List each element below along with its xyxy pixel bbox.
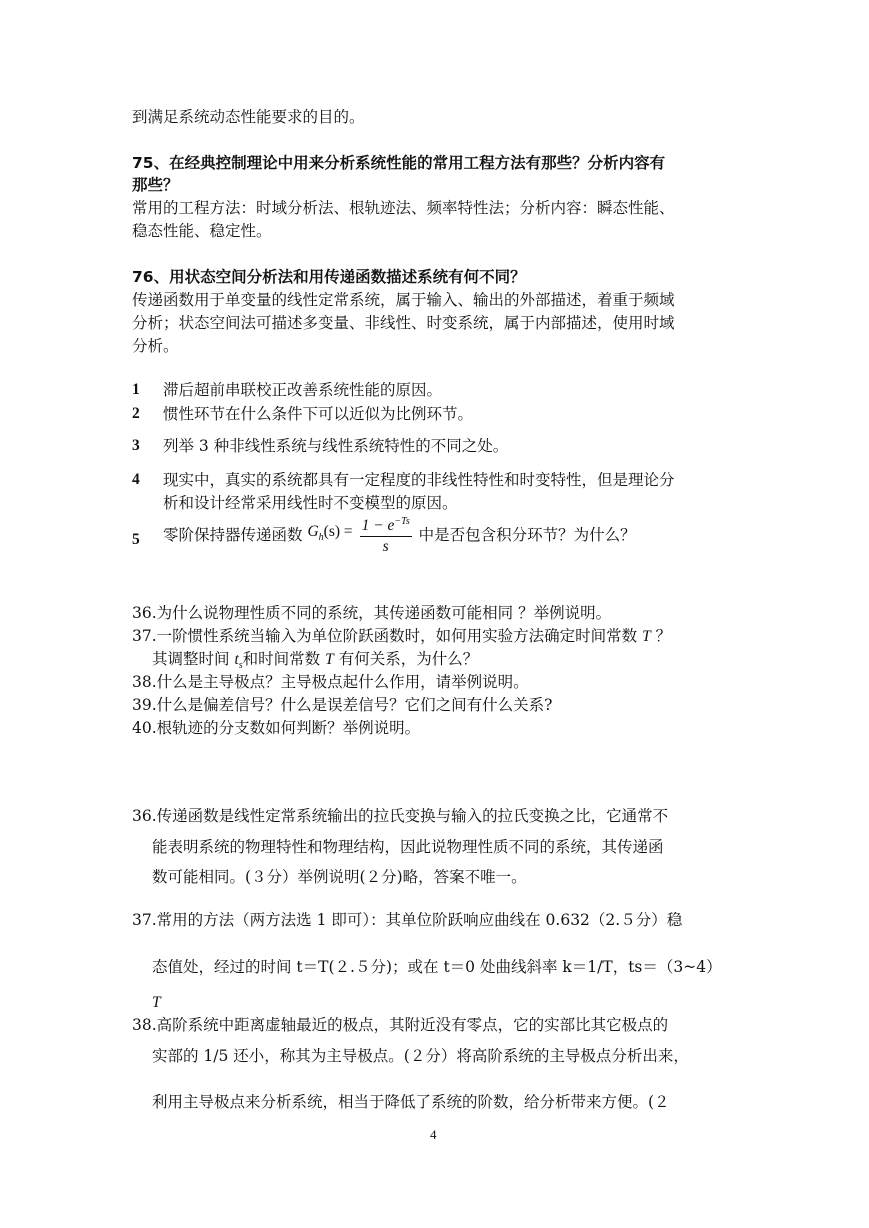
- item-number-4: 4: [132, 471, 140, 488]
- answer-36-line-2: 能表明系统的物理特性和物理结构，因此说物理性质不同的系统，其传递函: [152, 838, 664, 856]
- answer-38-line-2: 实部的 1/5 还小，称其为主导极点。(２分）将高阶系统的主导极点分析出来，: [152, 1047, 689, 1065]
- intro-line: 到满足系统动态性能要求的目的。: [132, 108, 365, 126]
- item-number-3: 3: [132, 437, 140, 454]
- answer-36-line-1: 36.传递函数是线性定常系统输出的拉氏变换与输入的拉氏变换之比，它通常不: [132, 807, 669, 825]
- item-text-1: 滞后超前串联校正改善系统性能的原因。: [163, 381, 443, 399]
- answer-38-line-3: 利用主导极点来分析系统，相当于降低了系统的阶数，给分析带来方便。(２: [152, 1093, 670, 1111]
- item-number-5: 5: [132, 531, 140, 548]
- q76-answer-line-3: 分析。: [132, 337, 179, 355]
- answer-37-line-1: 37.常用的方法（两方法选 1 即可）：其单位阶跃响应曲线在 0.632（2.５分）稳: [132, 911, 683, 929]
- question-37-line-1: 37.一阶惯性系统当输入为单位阶跃函数时，如何用实验方法确定时间常数 T ？: [132, 627, 672, 645]
- item-5-pre: 零阶保持器传递函数: [163, 525, 303, 544]
- question-39: 39.什么是偏差信号？什么是误差信号？它们之间有什么关系?: [132, 696, 553, 714]
- item-text-2: 惯性环节在什么条件下可以近似为比例环节。: [163, 405, 474, 423]
- q75-title-line-1: 75、在经典控制理论中用来分析系统性能的常用工程方法有那些？分析内容有: [132, 154, 666, 172]
- answer-38-line-1: 38.高阶系统中距离虚轴最近的极点，其附近没有零点，它的实部比其它极点的: [132, 1016, 669, 1034]
- q75-answer-line-1: 常用的工程方法：时域分析法、根轨迹法、频率特性法；分析内容：瞬态性能、: [132, 199, 675, 217]
- answer-37-line-3: T: [152, 994, 161, 1011]
- question-40: 40.根轨迹的分支数如何判断？举例说明。: [132, 719, 421, 737]
- q75-title-line-2: 那些？: [132, 176, 179, 194]
- item-text-4-line-1: 现实中，真实的系统都具有一定程度的非线性特性和时变特性，但是理论分: [163, 471, 675, 489]
- q75-answer-line-2: 稳态性能、稳定性。: [132, 222, 272, 240]
- question-37-line-2: 其调整时间 $t_s$和时间常数 T 有何关系，为什么？: [152, 650, 479, 672]
- item-text-5: [163, 512, 636, 557]
- q76-title: 76、用状态空间分析法和用传递函数描述系统有何不同？: [132, 268, 526, 286]
- question-36: 36.为什么说物理性质不同的系统，其传递函数可能相同 ？举例说明。: [132, 604, 612, 622]
- formula-fraction: $\frac{1 - e^{-Ts}}{s}$: [360, 512, 412, 557]
- answer-37-line-2: 态值处，经过的时间 t＝T(２.５分)；或在 t＝0 处曲线斜率 k＝1/T，ts＝（3~4）: [152, 958, 722, 976]
- item-5-post: 中是否包含积分环节？为什么？: [418, 525, 636, 544]
- q76-answer-line-1: 传递函数用于单变量的线性定常系统，属于输入、输出的外部描述，着重于频域: [132, 291, 675, 309]
- q76-answer-line-2: 分析；状态空间法可描述多变量、非线性、时变系统，属于内部描述，使用时域: [132, 314, 675, 332]
- formula-lhs: $G_h(s)$ =: [307, 522, 353, 543]
- question-38: 38.什么是主导极点？主导极点起什么作用，请举例说明。: [132, 673, 529, 691]
- answer-36-line-3: 数可能相同。(３分）举例说明(２分)略，答案不唯一。: [152, 868, 527, 886]
- item-text-3: 列举 3 种非线性系统与线性系统特性的不同之处。: [163, 437, 509, 455]
- item-number-2: 2: [132, 405, 140, 422]
- item-text-4-line-2: 析和设计经常采用线性时不变模型的原因。: [163, 494, 458, 512]
- item-number-1: 1: [132, 381, 140, 398]
- page-number: 4: [430, 1127, 437, 1142]
